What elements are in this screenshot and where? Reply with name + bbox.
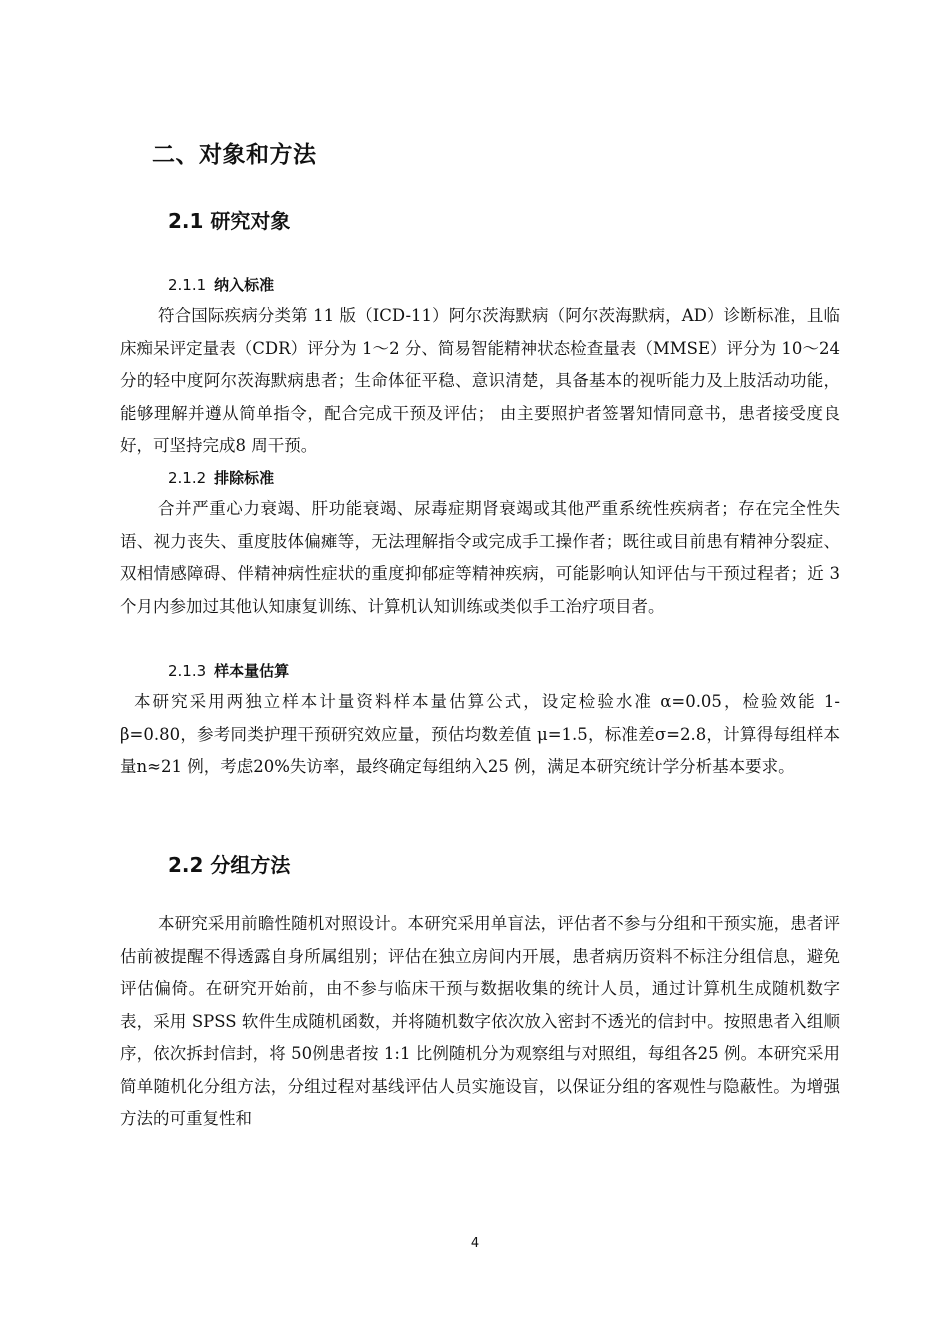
heading-number: 2.1.3 <box>168 662 207 680</box>
paragraph-inclusion-criteria <box>120 300 840 463</box>
paragraph-sample-size <box>120 686 840 784</box>
paragraph-grouping-method <box>120 908 840 1136</box>
paragraph-text: 本研究采用前瞻性随机对照设计。本研究采用单盲法，评估者不参与分组和干预实施，患者评估前被提醒不得透露自身所属组别；评估在独立房间内开展，患者病历资料不标注分组信息，避免评估偏倚。在研究开始前，由不参与临床干预与数据收集的统计人员，通过计算机生成随机数字表，采用 SPSS 软件生成随机函数，并将随机数字依次放入密封不透光的信封中。按照患者入组顺序，依次拆封信封，将 50例患者按 1:1 比例随机分为观察组与对照组，每组各25 例。本研究采用简单随机化分组方法，分组过程对基线评估人员实施设盲，以保证分组的客观性与隐蔽性。为增强方法的可重复性和 <box>120 914 840 1128</box>
paragraph-text: 合并严重心力衰竭、肝功能衰竭、尿毒症期肾衰竭或其他严重系统性疾病者；存在完全性失语、视力丧失、重度肢体偏瘫等，无法理解指令或完成手工操作者；既往或目前患有精神分裂症、双相情感障碍、伴精神病性症状的重度抑郁症等精神疾病，可能影响认知评估与干预过程者；近 3 个月内参加过其他认知康复训练、计算机认知训练或类似手工治疗项目者。 <box>120 499 840 616</box>
subsection-heading-2-1: 2.1 研究对象 <box>168 209 291 233</box>
subsubsection-heading-2-1-2 <box>168 467 274 488</box>
heading-title: 纳入标准 <box>214 276 275 294</box>
paragraph-exclusion-criteria <box>120 493 840 623</box>
paragraph-text: 本研究采用两独立样本计量资料样本量估算公式，设定检验水准 α=0.05，检验效能 1-β=0.80，参考同类护理干预研究效应量，预估均数差值 μ=1.5，标准差σ=2.8，计算得每组样本量n≈21 例，考虑20%失访率，最终确定每组纳入25 例，满足本研究统计学分析基本要求。 <box>120 692 840 776</box>
section-heading: 二、对象和方法 <box>152 142 317 168</box>
subsection-heading-2-2: 2.2 分组方法 <box>168 853 291 877</box>
page-number: 4 <box>470 1236 480 1251</box>
heading-number: 2.1.2 <box>168 469 207 487</box>
subsubsection-heading-2-1-1 <box>168 274 274 295</box>
heading-title: 排除标准 <box>214 469 275 487</box>
paragraph-text: 符合国际疾病分类第 11 版（ICD-11）阿尔茨海默病（阿尔茨海默病，AD）诊断标准，且临床痴呆评定量表（CDR）评分为 1～2 分、简易智能精神状态检查量表（MMSE）评分为 10～24 分的轻中度阿尔茨海默病患者；生命体征平稳、意识清楚，具备基本的视听能力及上肢活动功能，能够理解并遵从简单指令，配合完成干预及评估； 由主要照护者签署知情同意书，患者接受度良好，可坚持完成8 周干预。 <box>120 306 840 455</box>
subsubsection-heading-2-1-3 <box>168 660 289 681</box>
heading-title: 样本量估算 <box>214 662 290 680</box>
heading-number: 2.1.1 <box>168 276 207 294</box>
